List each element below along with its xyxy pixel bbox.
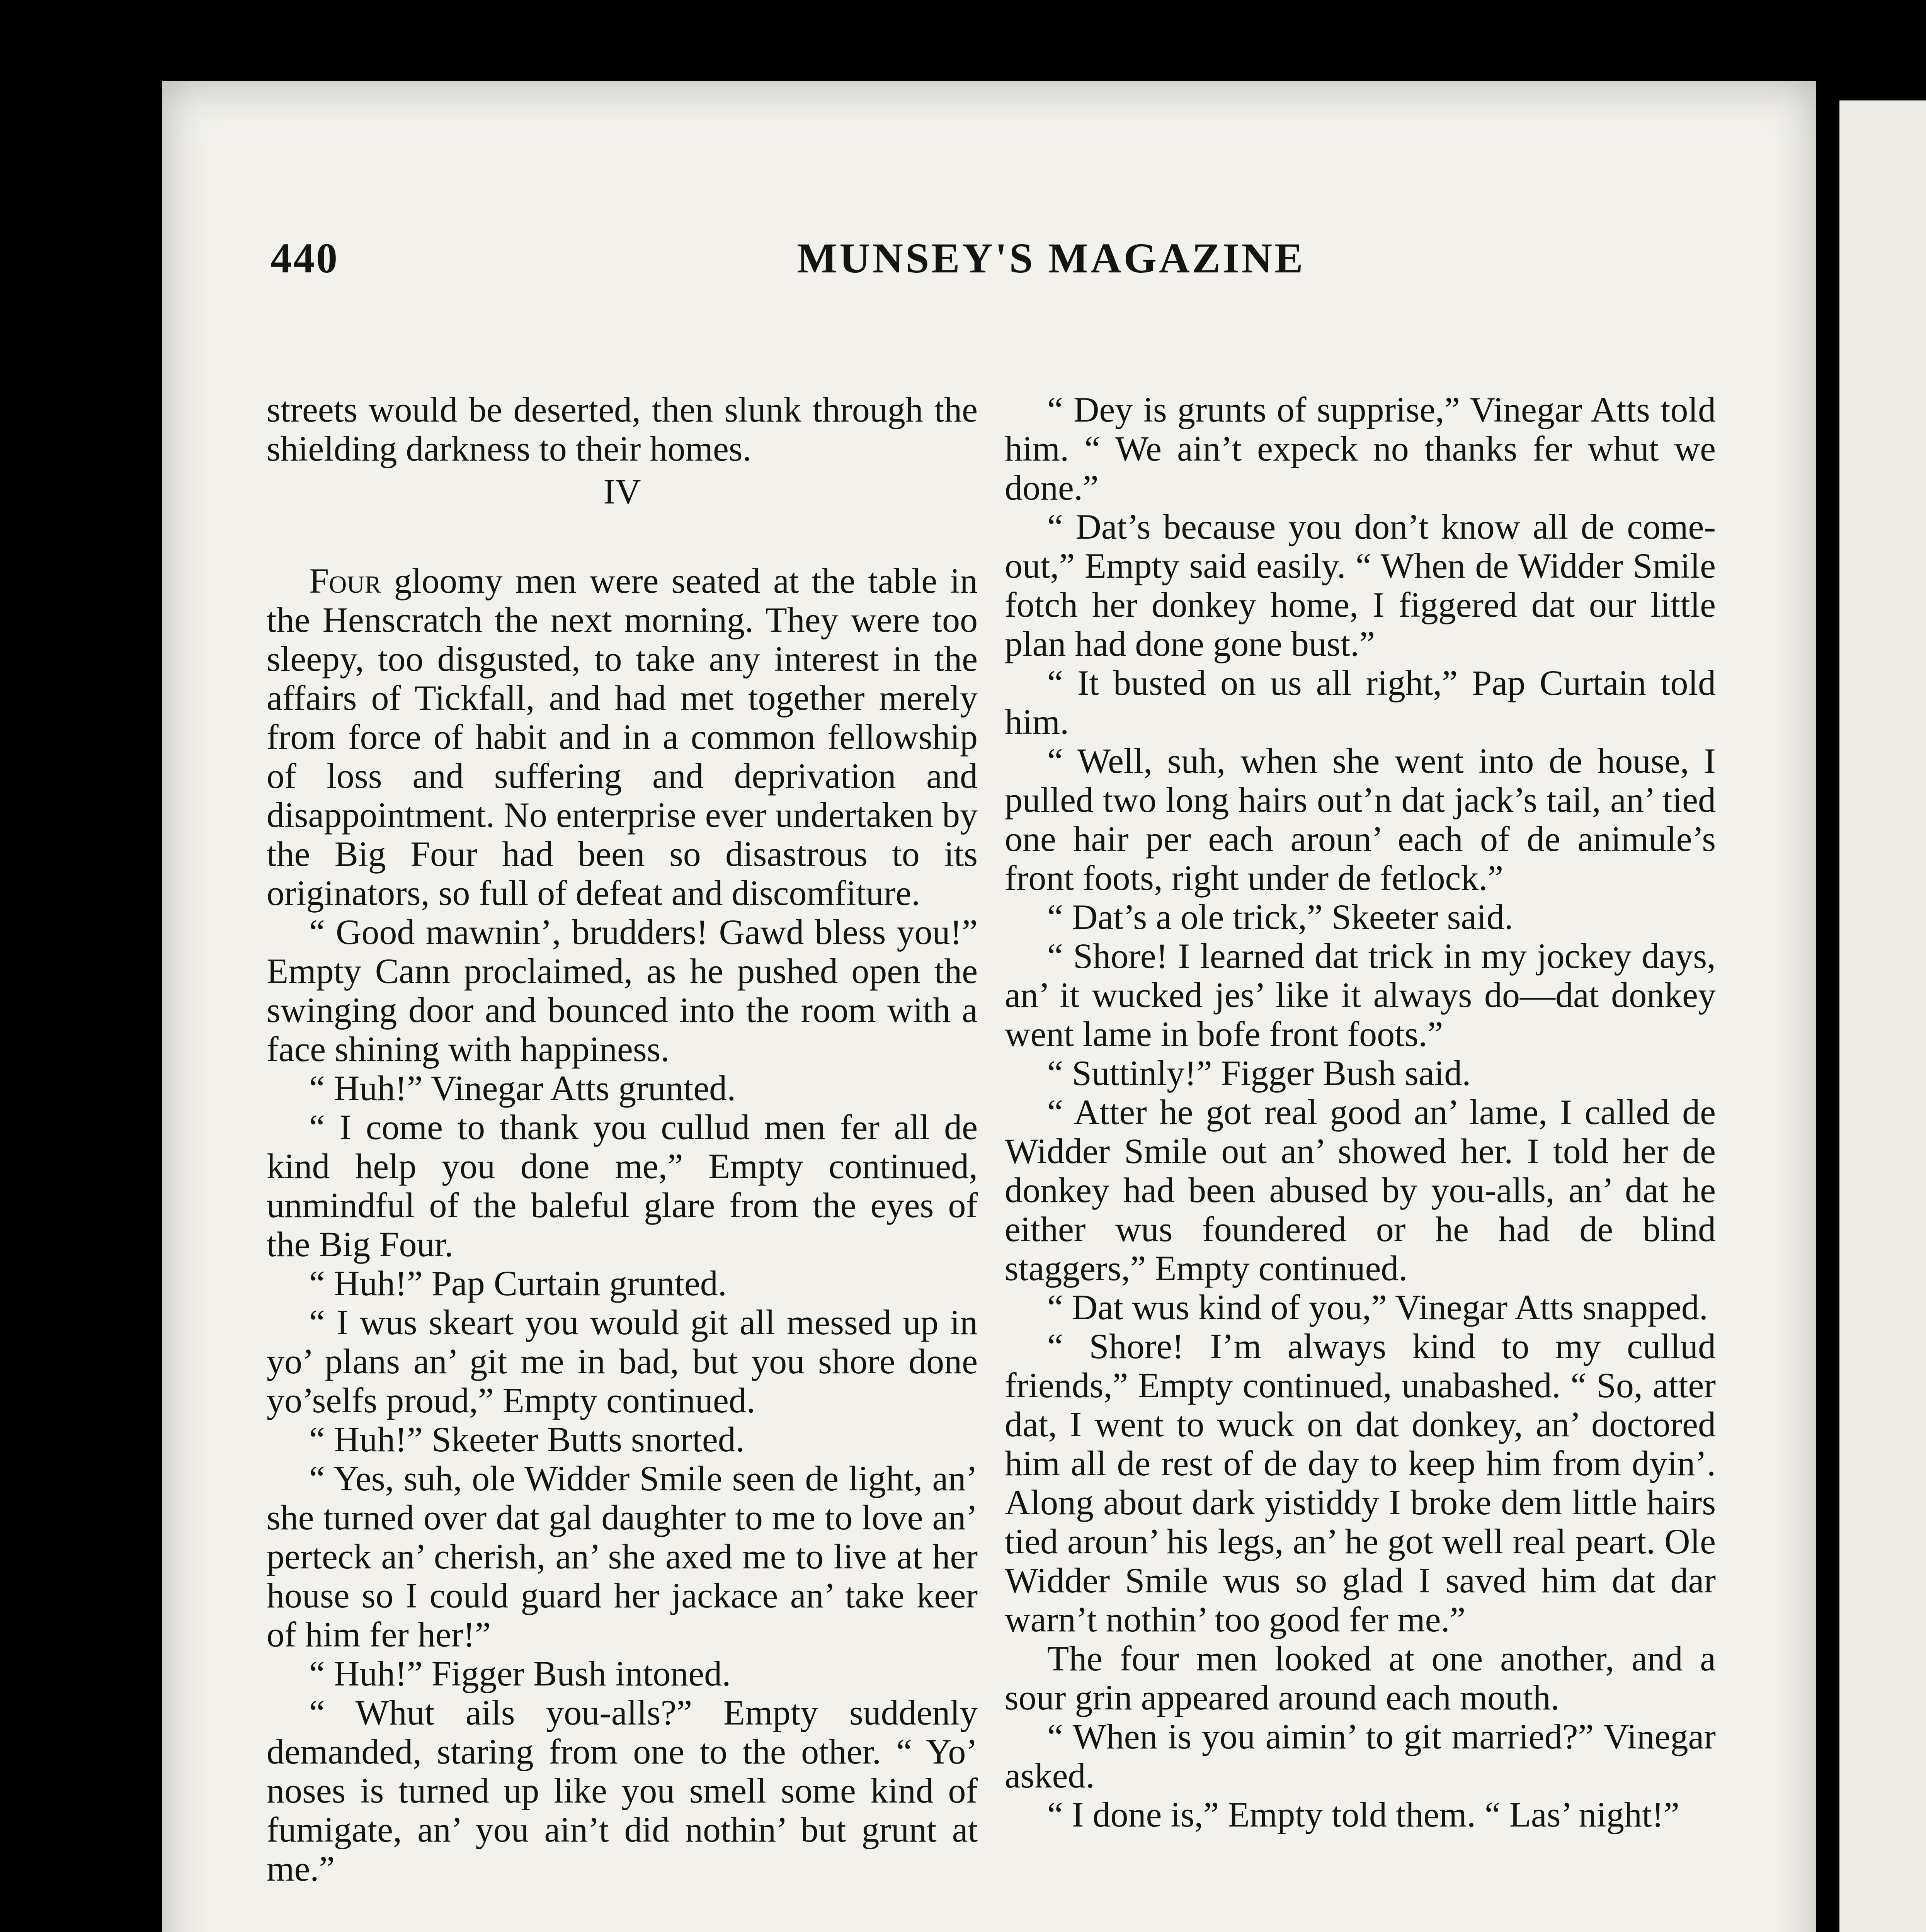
story-paragraph: “ Dat wus kind of you,” Vinegar Atts snapped. bbox=[1047, 1287, 1708, 1327]
story-paragraph: “ Huh!” Figger Bush intoned. bbox=[309, 1654, 731, 1693]
story-paragraph: streets would be deserted, then slunk through the shielding darkness to their homes. bbox=[267, 390, 978, 468]
story-paragraph: “ Huh!” Pap Curtain grunted. bbox=[309, 1264, 727, 1303]
story-paragraph: “ Atter he got real good an’ lame, I called de Widder Smile out an’ showed her. I told her de donkey had been abused by you-alls, an’ dat he either wus foundered or he had de blind staggers,” Empty continued. bbox=[1005, 1092, 1716, 1288]
running-head: MUNSEY'S MAGAZINE bbox=[797, 235, 1305, 282]
story-paragraph: “ Suttinly!” Figger Bush said. bbox=[1047, 1053, 1471, 1093]
next-page-edge bbox=[1839, 100, 1926, 1932]
story-paragraph: “ Huh!” Vinegar Atts grunted. bbox=[309, 1068, 736, 1108]
story-paragraph: “ Shore! I learned dat trick in my jockey days, an’ it wucked jes’ like it always do—dat donkey went lame in bofe front foots.” bbox=[1005, 936, 1716, 1054]
story-paragraph: “ Huh!” Skeeter Butts snorted. bbox=[309, 1420, 745, 1459]
right-column bbox=[1005, 390, 1716, 1834]
story-paragraph: “ I done is,” Empty told them. “ Las’ night!” bbox=[1047, 1795, 1679, 1834]
section-number: IV bbox=[603, 472, 641, 511]
story-paragraph: “ When is you aimin’ to git married?” Vinegar asked. bbox=[1005, 1717, 1716, 1795]
left-column bbox=[267, 390, 978, 1888]
story-paragraph: The four men looked at one another, and a sour grin appeared around each mouth. bbox=[1005, 1639, 1716, 1717]
story-paragraph: “ I wus skeart you would git all messed up in yo’ plans an’ git me in bad, but you shore done yo’selfs proud,” Empty continued. bbox=[267, 1303, 978, 1420]
story-paragraph: “ Shore! I’m always kind to my cullud friends,” Empty continued, unabashed. “ So, atter dat, I went to wuck on dat donkey, an’ doctored him all de rest of de day to keep him from dyin’. Along about dark yistiddy I broke dem little hairs tied aroun’ his legs, an’ he got well real peart. Ole Widder Smile wus so glad I saved him dat dar warn’t nothin’ too good fer me.” bbox=[1005, 1327, 1716, 1639]
magazine-page bbox=[162, 81, 1816, 1932]
story-paragraph: “ Good mawnin’, brudders! Gawd bless you!” Empty Cann proclaimed, as he pushed open the swinging door and bounced into the room with a face shining with happiness. bbox=[267, 912, 978, 1069]
story-paragraph: “ Dat’s a ole trick,” Skeeter said. bbox=[1047, 897, 1513, 937]
story-paragraph: Four gloomy men were seated at the table in the Henscratch the next morning. They were too sleepy, too disgusted, to take any interest in the affairs of Tickfall, and had met together merely from force of habit and in a common fellowship of loss and suffering and deprivation and disappointment. No enterprise ever undertaken by the Big Four had been so disastrous to its originators, so full of defeat and discomfiture. bbox=[267, 561, 978, 913]
story-paragraph: “ Well, suh, when she went into de house, I pulled two long hairs out’n dat jack’s tail, an’ tied one hair per each aroun’ each of de animule’s front foots, right under de fetlock.” bbox=[1005, 741, 1716, 898]
story-paragraph: “ Dat’s because you don’t know all de come-out,” Empty said easily. “ When de Widder Smile fotch her donkey home, I figgered dat our little plan had done gone bust.” bbox=[1005, 507, 1716, 663]
story-paragraph: “ Whut ails you-alls?” Empty suddenly demanded, staring from one to the other. “ Yo’ noses is turned up like you smell some kind of fumigate, an’ you ain’t did nothin’ but grunt at me.” bbox=[267, 1693, 978, 1888]
section-lead-word: Four bbox=[309, 561, 381, 600]
story-paragraph: “ Dey is grunts of supprise,” Vinegar Atts told him. “ We ain’t expeck no thanks fer whut we done.” bbox=[1005, 390, 1716, 507]
story-paragraph: “ I come to thank you cullud men fer all de kind help you done me,” Empty continued, unmindful of the baleful glare from the eyes of the Big Four. bbox=[267, 1107, 978, 1264]
story-paragraph: “ Yes, suh, ole Widder Smile seen de light, an’ she turned over dat gal daughter to me to love an’ perteck an’ cherish, an’ she axed me to live at her house so I could guard her jackace an’ take keer of him fer her!” bbox=[267, 1459, 978, 1654]
story-paragraph: “ It busted on us all right,” Pap Curtain told him. bbox=[1005, 663, 1716, 742]
page-number: 440 bbox=[271, 235, 339, 282]
